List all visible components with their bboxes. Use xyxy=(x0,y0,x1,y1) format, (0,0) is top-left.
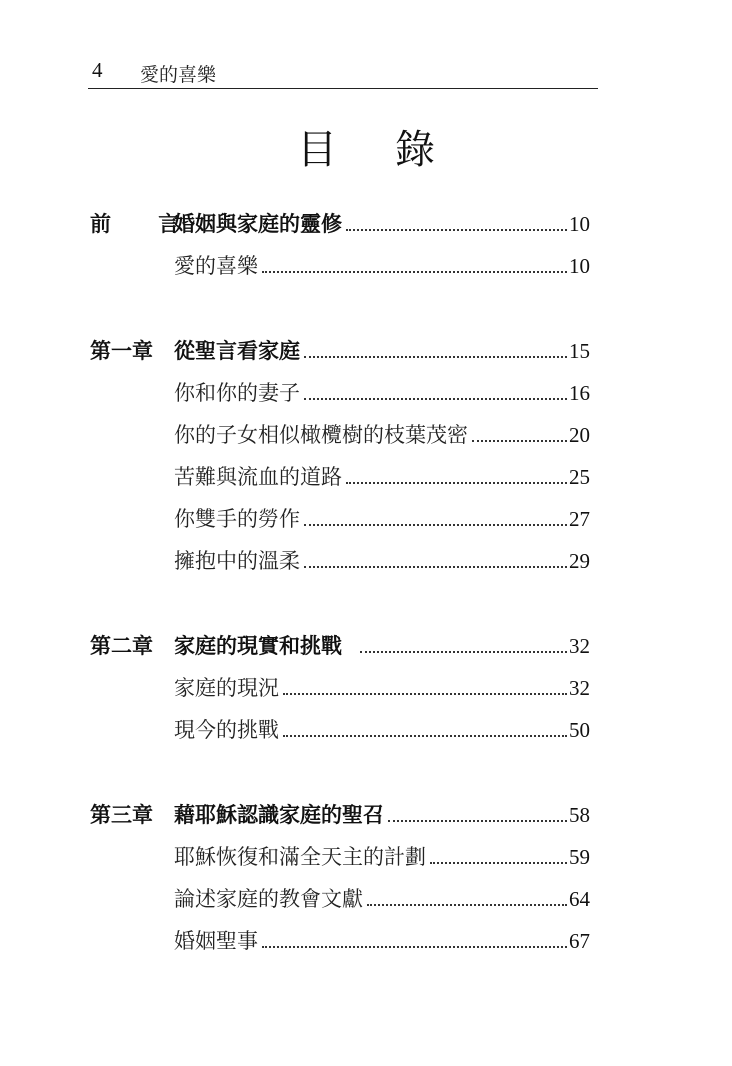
section-title: 你和你的妻子 xyxy=(174,381,300,405)
dot-leader xyxy=(388,820,567,822)
page-ref: 58 xyxy=(569,803,590,827)
page-ref: 50 xyxy=(569,718,590,742)
page-ref: 10 xyxy=(569,212,590,236)
section-entry[interactable] xyxy=(174,503,590,533)
section-entry[interactable] xyxy=(174,461,590,491)
dot-leader xyxy=(304,566,567,568)
dot-leader xyxy=(346,229,567,231)
chapter-label: 第一章 xyxy=(90,339,153,363)
chapter-label: 第二章 xyxy=(90,634,153,658)
section-title: 耶穌恢復和滿全天主的計劃 xyxy=(174,845,426,869)
page-ref: 20 xyxy=(569,423,590,447)
page-ref: 10 xyxy=(569,254,590,278)
chapter-title: 藉耶穌認識家庭的聖召 xyxy=(174,803,384,827)
section-entry[interactable] xyxy=(174,925,590,955)
page-ref: 32 xyxy=(569,634,590,658)
chapter-title: 婚姻與家庭的靈修 xyxy=(174,212,342,236)
book-title: 愛的喜樂 xyxy=(140,64,217,86)
section-title: 家庭的現況 xyxy=(174,676,279,700)
section-entry[interactable] xyxy=(174,883,590,913)
dot-leader xyxy=(283,735,567,737)
dot-leader xyxy=(304,356,567,358)
section-entry[interactable] xyxy=(174,250,590,280)
page-ref: 59 xyxy=(569,845,590,869)
page-ref: 32 xyxy=(569,676,590,700)
chapter-title: 家庭的現實和挑戰 xyxy=(174,634,342,658)
chapter-entry-preface[interactable] xyxy=(90,208,590,238)
page-ref: 27 xyxy=(569,507,590,531)
running-header xyxy=(88,54,598,89)
dot-leader xyxy=(346,482,567,484)
chapter-title: 從聖言看家庭 xyxy=(174,339,300,363)
page-ref: 25 xyxy=(569,465,590,489)
page-ref: 15 xyxy=(569,339,590,363)
section-title: 擁抱中的溫柔 xyxy=(174,549,300,573)
page-ref: 67 xyxy=(569,929,590,953)
page-ref: 16 xyxy=(569,381,590,405)
section-title: 你的子女相似橄欖樹的枝葉茂密 xyxy=(174,423,468,447)
dot-leader xyxy=(360,651,567,653)
dot-leader xyxy=(430,862,567,864)
section-entry[interactable] xyxy=(174,419,590,449)
section-entry[interactable] xyxy=(174,377,590,407)
page-ref: 64 xyxy=(569,887,590,911)
chapter-label: 第三章 xyxy=(90,803,153,827)
section-entry[interactable] xyxy=(174,545,590,575)
chapter-label: 前 言 xyxy=(90,212,200,236)
dot-leader xyxy=(304,524,567,526)
section-entry[interactable] xyxy=(174,714,590,744)
dot-leader xyxy=(367,904,567,906)
dot-leader xyxy=(304,398,567,400)
chapter-entry-2[interactable] xyxy=(90,630,590,660)
chapter-entry-3[interactable] xyxy=(90,799,590,829)
dot-leader xyxy=(283,693,567,695)
section-title: 現今的挑戰 xyxy=(174,718,279,742)
section-entry[interactable] xyxy=(174,672,590,702)
dot-leader xyxy=(262,271,567,273)
section-title: 你雙手的勞作 xyxy=(174,507,300,531)
dot-leader xyxy=(472,440,567,442)
section-entry[interactable] xyxy=(174,841,590,871)
chapter-entry-1[interactable] xyxy=(90,335,590,365)
toc-title: 目錄 xyxy=(297,127,493,173)
section-title: 愛的喜樂 xyxy=(174,254,258,278)
dot-leader xyxy=(262,946,567,948)
section-title: 婚姻聖事 xyxy=(174,929,258,953)
page-number: 4 xyxy=(92,58,103,82)
section-title: 苦難與流血的道路 xyxy=(174,465,342,489)
section-title: 論述家庭的教會文獻 xyxy=(174,887,363,911)
page-ref: 29 xyxy=(569,549,590,573)
